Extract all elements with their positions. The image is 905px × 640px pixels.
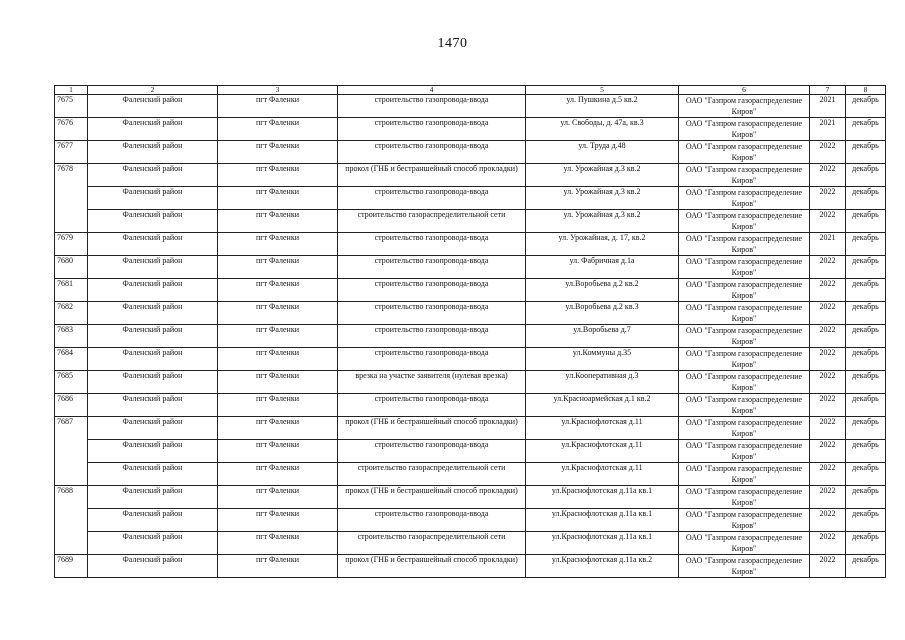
month-cell: декабрь bbox=[846, 141, 886, 164]
column-number: 6 bbox=[679, 86, 810, 95]
organization-cell: ОАО "Газпром газораспределение Киров" bbox=[679, 532, 810, 555]
year-cell: 2022 bbox=[810, 440, 846, 463]
work-type-cell: строительство газопровода-ввода bbox=[338, 348, 526, 371]
month-cell: декабрь bbox=[846, 302, 886, 325]
district-cell: Фаленский район bbox=[88, 187, 218, 210]
month-cell: декабрь bbox=[846, 118, 886, 141]
row-number-cell bbox=[55, 463, 88, 486]
organization-cell: ОАО "Газпром газораспределение Киров" bbox=[679, 141, 810, 164]
year-cell: 2022 bbox=[810, 348, 846, 371]
table-row bbox=[55, 463, 886, 486]
settlement-cell: пгт Фаленки bbox=[218, 256, 338, 279]
work-type-cell: строительство газопровода-ввода bbox=[338, 256, 526, 279]
column-number: 1 bbox=[55, 86, 88, 95]
organization-cell: ОАО "Газпром газораспределение Киров" bbox=[679, 371, 810, 394]
work-type-cell: строительство газопровода-ввода bbox=[338, 325, 526, 348]
settlement-cell: пгт Фаленки bbox=[218, 233, 338, 256]
table-row bbox=[55, 532, 886, 555]
work-type-cell: врезка на участке заявителя (нулевая врезка) bbox=[338, 371, 526, 394]
year-cell: 2022 bbox=[810, 555, 846, 578]
table-row bbox=[55, 325, 886, 348]
year-cell: 2022 bbox=[810, 532, 846, 555]
settlement-cell: пгт Фаленки bbox=[218, 348, 338, 371]
month-cell: декабрь bbox=[846, 256, 886, 279]
year-cell: 2021 bbox=[810, 233, 846, 256]
month-cell: декабрь bbox=[846, 325, 886, 348]
address-cell: ул.Краснофлотская д.11а кв.2 bbox=[526, 555, 679, 578]
year-cell: 2022 bbox=[810, 509, 846, 532]
address-cell: ул. Фабричная д.1а bbox=[526, 256, 679, 279]
year-cell: 2021 bbox=[810, 118, 846, 141]
organization-cell: ОАО "Газпром газораспределение Киров" bbox=[679, 118, 810, 141]
settlement-cell: пгт Фаленки bbox=[218, 486, 338, 509]
table-row bbox=[55, 348, 886, 371]
organization-cell: ОАО "Газпром газораспределение Киров" bbox=[679, 486, 810, 509]
address-cell: ул.Воробьева д.7 bbox=[526, 325, 679, 348]
organization-cell: ОАО "Газпром газораспределение Киров" bbox=[679, 509, 810, 532]
table-row bbox=[55, 210, 886, 233]
settlement-cell: пгт Фаленки bbox=[218, 118, 338, 141]
district-cell: Фаленский район bbox=[88, 348, 218, 371]
year-cell: 2022 bbox=[810, 302, 846, 325]
address-cell: ул.Краснофлотская д.11 bbox=[526, 417, 679, 440]
address-cell: ул. Свободы, д. 47а, кв.3 bbox=[526, 118, 679, 141]
month-cell: декабрь bbox=[846, 486, 886, 509]
month-cell: декабрь bbox=[846, 417, 886, 440]
address-cell: ул.Краснофлотская д.11а кв.1 bbox=[526, 486, 679, 509]
district-cell: Фаленский район bbox=[88, 279, 218, 302]
row-number-cell: 7685 bbox=[55, 371, 88, 394]
month-cell: декабрь bbox=[846, 463, 886, 486]
table-row bbox=[55, 118, 886, 141]
organization-cell: ОАО "Газпром газораспределение Киров" bbox=[679, 348, 810, 371]
work-type-cell: строительство газопровода-ввода bbox=[338, 118, 526, 141]
work-type-cell: строительство газопровода-ввода bbox=[338, 394, 526, 417]
month-cell: декабрь bbox=[846, 233, 886, 256]
row-number-cell bbox=[55, 532, 88, 555]
organization-cell: ОАО "Газпром газораспределение Киров" bbox=[679, 187, 810, 210]
organization-cell: ОАО "Газпром газораспределение Киров" bbox=[679, 325, 810, 348]
table-row bbox=[55, 302, 886, 325]
address-cell: ул.Воробьева д.2 кв.2 bbox=[526, 279, 679, 302]
month-cell: декабрь bbox=[846, 210, 886, 233]
work-type-cell: строительство газопровода-ввода bbox=[338, 279, 526, 302]
column-number-row bbox=[55, 86, 886, 95]
row-number-cell: 7684 bbox=[55, 348, 88, 371]
district-cell: Фаленский район bbox=[88, 141, 218, 164]
district-cell: Фаленский район bbox=[88, 486, 218, 509]
address-cell: ул. Урожайная, д. 17, кв.2 bbox=[526, 233, 679, 256]
year-cell: 2022 bbox=[810, 325, 846, 348]
district-cell: Фаленский район bbox=[88, 233, 218, 256]
settlement-cell: пгт Фаленки bbox=[218, 164, 338, 187]
row-number-cell bbox=[55, 509, 88, 532]
organization-cell: ОАО "Газпром газораспределение Киров" bbox=[679, 233, 810, 256]
settlement-cell: пгт Фаленки bbox=[218, 279, 338, 302]
row-number-cell bbox=[55, 187, 88, 210]
district-cell: Фаленский район bbox=[88, 463, 218, 486]
year-cell: 2022 bbox=[810, 279, 846, 302]
district-cell: Фаленский район bbox=[88, 256, 218, 279]
work-type-cell: прокол (ГНБ и бестраншейный способ прокладки) bbox=[338, 417, 526, 440]
year-cell: 2021 bbox=[810, 95, 846, 118]
month-cell: декабрь bbox=[846, 187, 886, 210]
work-type-cell: строительство газораспределительной сети bbox=[338, 210, 526, 233]
year-cell: 2022 bbox=[810, 210, 846, 233]
address-cell: ул. Пушкина д.5 кв.2 bbox=[526, 95, 679, 118]
organization-cell: ОАО "Газпром газораспределение Киров" bbox=[679, 95, 810, 118]
column-number: 4 bbox=[338, 86, 526, 95]
district-cell: Фаленский район bbox=[88, 210, 218, 233]
year-cell: 2022 bbox=[810, 371, 846, 394]
address-cell: ул.Красноармейская д.1 кв.2 bbox=[526, 394, 679, 417]
work-type-cell: прокол (ГНБ и бестраншейный способ прокладки) bbox=[338, 486, 526, 509]
district-cell: Фаленский район bbox=[88, 394, 218, 417]
address-cell: ул.Воробьева д.2 кв.3 bbox=[526, 302, 679, 325]
work-type-cell: строительство газопровода-ввода bbox=[338, 302, 526, 325]
address-cell: ул.Краснофлотская д.11а кв.1 bbox=[526, 532, 679, 555]
address-cell: ул. Труда д.48 bbox=[526, 141, 679, 164]
district-cell: Фаленский район bbox=[88, 95, 218, 118]
row-number-cell: 7688 bbox=[55, 486, 88, 509]
organization-cell: ОАО "Газпром газораспределение Киров" bbox=[679, 417, 810, 440]
column-number: 5 bbox=[526, 86, 679, 95]
address-cell: ул.Краснофлотская д.11 bbox=[526, 463, 679, 486]
table-row bbox=[55, 394, 886, 417]
table-row bbox=[55, 555, 886, 578]
address-cell: ул.Кооперативная д.3 bbox=[526, 371, 679, 394]
month-cell: декабрь bbox=[846, 532, 886, 555]
organization-cell: ОАО "Газпром газораспределение Киров" bbox=[679, 302, 810, 325]
row-number-cell: 7675 bbox=[55, 95, 88, 118]
organization-cell: ОАО "Газпром газораспределение Киров" bbox=[679, 555, 810, 578]
settlement-cell: пгт Фаленки bbox=[218, 532, 338, 555]
row-number-cell: 7680 bbox=[55, 256, 88, 279]
table-row bbox=[55, 187, 886, 210]
month-cell: декабрь bbox=[846, 555, 886, 578]
table-row bbox=[55, 95, 886, 118]
work-type-cell: строительство газопровода-ввода bbox=[338, 440, 526, 463]
settlement-cell: пгт Фаленки bbox=[218, 302, 338, 325]
table-row bbox=[55, 509, 886, 532]
table-row bbox=[55, 256, 886, 279]
year-cell: 2022 bbox=[810, 417, 846, 440]
row-number-cell: 7689 bbox=[55, 555, 88, 578]
row-number-cell: 7681 bbox=[55, 279, 88, 302]
table-row bbox=[55, 417, 886, 440]
address-cell: ул. Урожайная д.3 кв.2 bbox=[526, 164, 679, 187]
organization-cell: ОАО "Газпром газораспределение Киров" bbox=[679, 210, 810, 233]
work-type-cell: строительство газораспределительной сети bbox=[338, 532, 526, 555]
row-number-cell bbox=[55, 210, 88, 233]
column-number: 8 bbox=[846, 86, 886, 95]
organization-cell: ОАО "Газпром газораспределение Киров" bbox=[679, 394, 810, 417]
year-cell: 2022 bbox=[810, 463, 846, 486]
district-cell: Фаленский район bbox=[88, 164, 218, 187]
year-cell: 2022 bbox=[810, 141, 846, 164]
organization-cell: ОАО "Газпром газораспределение Киров" bbox=[679, 256, 810, 279]
district-cell: Фаленский район bbox=[88, 118, 218, 141]
table-row bbox=[55, 440, 886, 463]
work-type-cell: прокол (ГНБ и бестраншейный способ прокладки) bbox=[338, 555, 526, 578]
table-row bbox=[55, 233, 886, 256]
row-number-cell: 7686 bbox=[55, 394, 88, 417]
district-cell: Фаленский район bbox=[88, 302, 218, 325]
work-type-cell: строительство газопровода-ввода bbox=[338, 233, 526, 256]
month-cell: декабрь bbox=[846, 348, 886, 371]
row-number-cell: 7679 bbox=[55, 233, 88, 256]
month-cell: декабрь bbox=[846, 371, 886, 394]
settlement-cell: пгт Фаленки bbox=[218, 555, 338, 578]
organization-cell: ОАО "Газпром газораспределение Киров" bbox=[679, 279, 810, 302]
column-number: 3 bbox=[218, 86, 338, 95]
work-type-cell: прокол (ГНБ и бестраншейный способ прокладки) bbox=[338, 164, 526, 187]
settlement-cell: пгт Фаленки bbox=[218, 463, 338, 486]
address-cell: ул. Урожайная д.3 кв.2 bbox=[526, 210, 679, 233]
month-cell: декабрь bbox=[846, 394, 886, 417]
settlement-cell: пгт Фаленки bbox=[218, 187, 338, 210]
month-cell: декабрь bbox=[846, 440, 886, 463]
settlement-cell: пгт Фаленки bbox=[218, 394, 338, 417]
month-cell: декабрь bbox=[846, 164, 886, 187]
settlement-cell: пгт Фаленки bbox=[218, 325, 338, 348]
table-row bbox=[55, 141, 886, 164]
work-type-cell: строительство газопровода-ввода bbox=[338, 509, 526, 532]
row-number-cell: 7687 bbox=[55, 417, 88, 440]
table-row bbox=[55, 486, 886, 509]
settlement-cell: пгт Фаленки bbox=[218, 95, 338, 118]
district-cell: Фаленский район bbox=[88, 325, 218, 348]
settlement-cell: пгт Фаленки bbox=[218, 210, 338, 233]
address-cell: ул.Краснофлотская д.11а кв.1 bbox=[526, 509, 679, 532]
district-cell: Фаленский район bbox=[88, 532, 218, 555]
address-cell: ул.Коммуны д.35 bbox=[526, 348, 679, 371]
register-table bbox=[54, 85, 886, 578]
year-cell: 2022 bbox=[810, 187, 846, 210]
year-cell: 2022 bbox=[810, 486, 846, 509]
work-type-cell: строительство газопровода-ввода bbox=[338, 95, 526, 118]
table-row bbox=[55, 371, 886, 394]
settlement-cell: пгт Фаленки bbox=[218, 141, 338, 164]
district-cell: Фаленский район bbox=[88, 509, 218, 532]
table-row bbox=[55, 164, 886, 187]
month-cell: декабрь bbox=[846, 279, 886, 302]
district-cell: Фаленский район bbox=[88, 555, 218, 578]
year-cell: 2022 bbox=[810, 164, 846, 187]
column-number: 7 bbox=[810, 86, 846, 95]
district-cell: Фаленский район bbox=[88, 417, 218, 440]
work-type-cell: строительство газопровода-ввода bbox=[338, 187, 526, 210]
organization-cell: ОАО "Газпром газораспределение Киров" bbox=[679, 463, 810, 486]
address-cell: ул.Краснофлотская д.11 bbox=[526, 440, 679, 463]
settlement-cell: пгт Фаленки bbox=[218, 417, 338, 440]
settlement-cell: пгт Фаленки bbox=[218, 440, 338, 463]
row-number-cell: 7677 bbox=[55, 141, 88, 164]
table-row bbox=[55, 279, 886, 302]
year-cell: 2022 bbox=[810, 256, 846, 279]
row-number-cell: 7683 bbox=[55, 325, 88, 348]
column-number: 2 bbox=[88, 86, 218, 95]
row-number-cell: 7676 bbox=[55, 118, 88, 141]
row-number-cell: 7682 bbox=[55, 302, 88, 325]
district-cell: Фаленский район bbox=[88, 440, 218, 463]
work-type-cell: строительство газораспределительной сети bbox=[338, 463, 526, 486]
month-cell: декабрь bbox=[846, 95, 886, 118]
row-number-cell bbox=[55, 440, 88, 463]
year-cell: 2022 bbox=[810, 394, 846, 417]
settlement-cell: пгт Фаленки bbox=[218, 509, 338, 532]
address-cell: ул. Урожайная д.3 кв.2 bbox=[526, 187, 679, 210]
organization-cell: ОАО "Газпром газораспределение Киров" bbox=[679, 164, 810, 187]
month-cell: декабрь bbox=[846, 509, 886, 532]
organization-cell: ОАО "Газпром газораспределение Киров" bbox=[679, 440, 810, 463]
row-number-cell: 7678 bbox=[55, 164, 88, 187]
work-type-cell: строительство газопровода-ввода bbox=[338, 141, 526, 164]
page-number: 1470 bbox=[437, 36, 468, 51]
district-cell: Фаленский район bbox=[88, 371, 218, 394]
settlement-cell: пгт Фаленки bbox=[218, 371, 338, 394]
